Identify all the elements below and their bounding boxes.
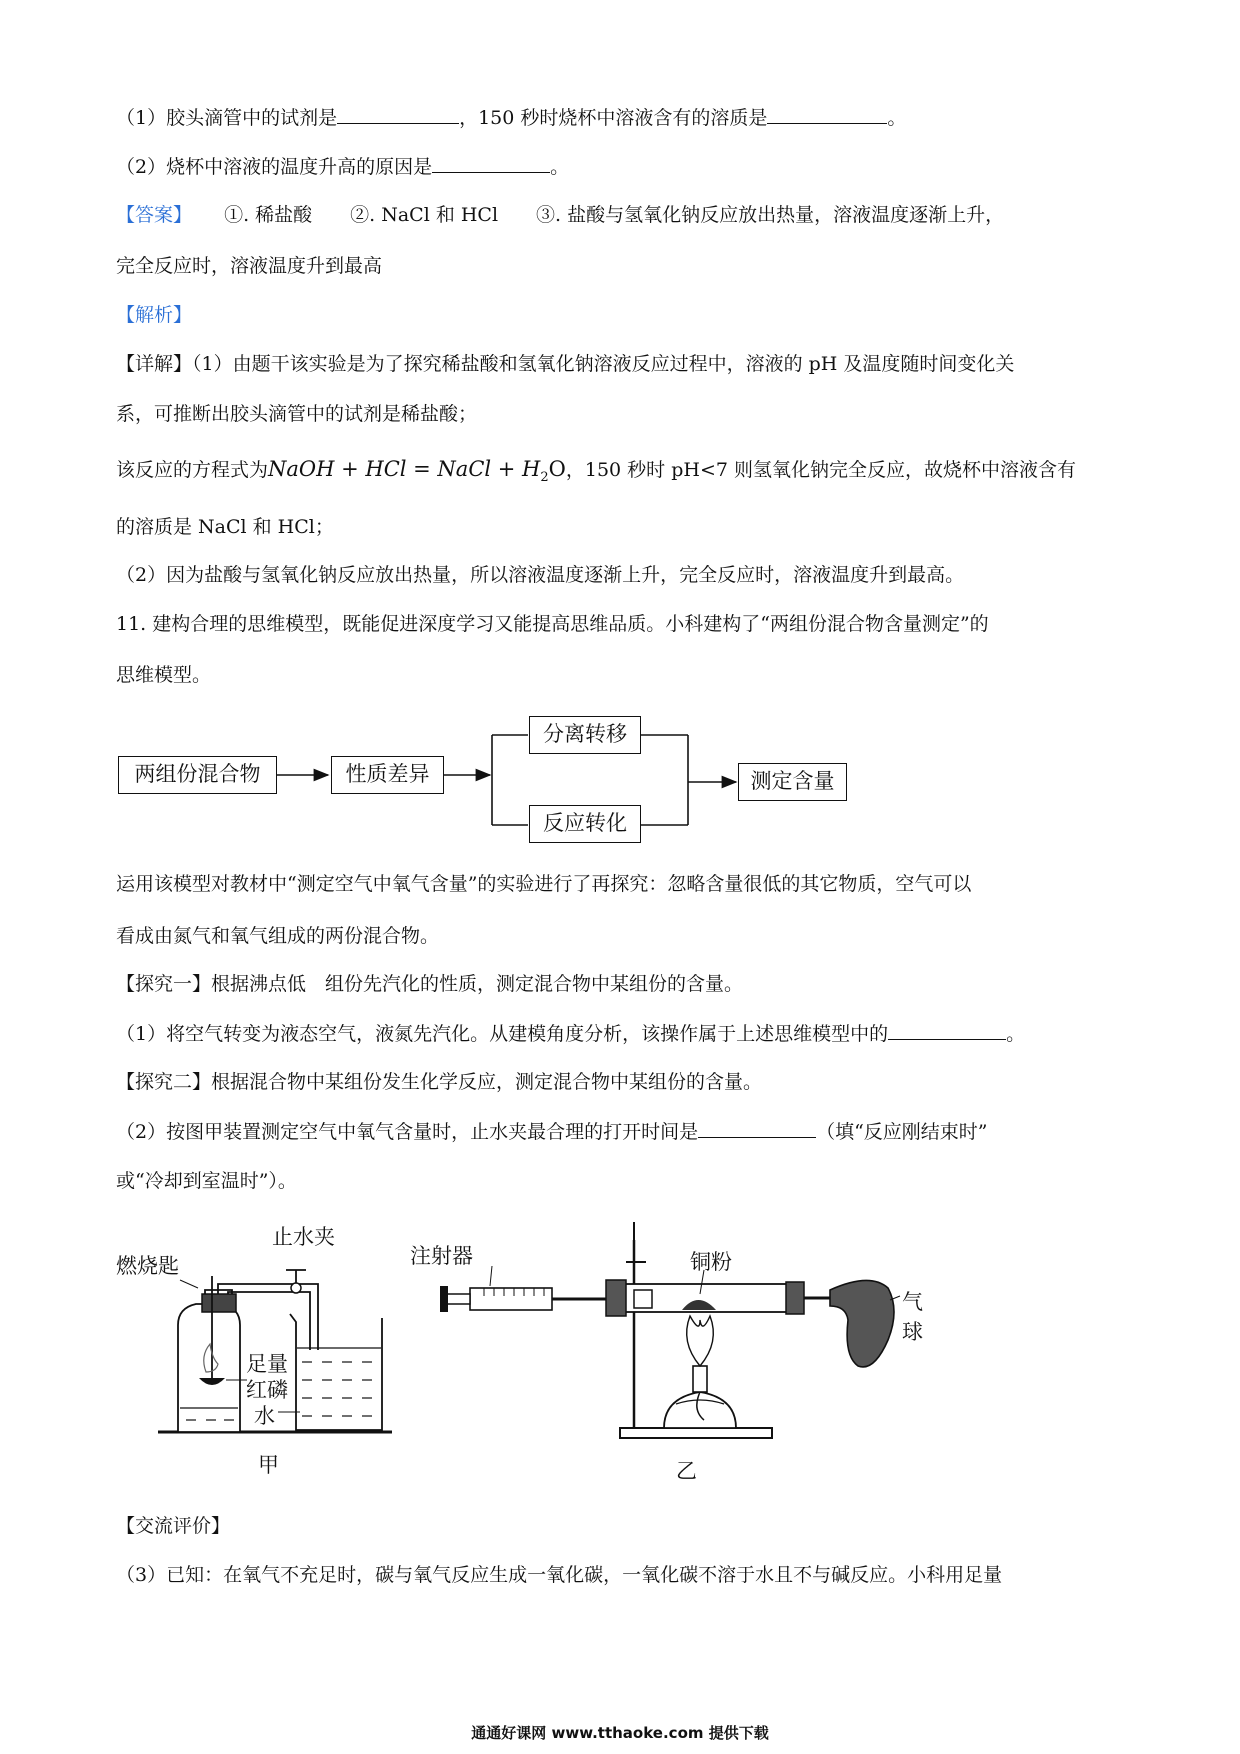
caption-yi: 乙	[676, 1459, 697, 1483]
answer-line-2: 完全反应时，溶液温度升到最高	[116, 255, 383, 277]
q10-sub1-text: （1）胶头滴管中的试剂是	[116, 107, 338, 129]
q11-sub1-text: （1）将空气转变为液态空气，液氮先汽化。从建模角度分析，该操作属于上述思维模型中的	[116, 1023, 889, 1045]
page-footer: 通通好课网 www.tthaoke.com 提供下载	[471, 1724, 769, 1742]
label-spoon: 燃烧匙	[116, 1254, 179, 1278]
label-water: 水	[254, 1404, 275, 1428]
q11-sub2-line2: 或“冷却到室温时”）。	[116, 1170, 297, 1192]
explore-one: 【探究一】根据沸点低 组份先汽化的性质，测定混合物中某组份的含量。	[116, 973, 744, 995]
analysis-tag: 【解析】	[116, 304, 193, 326]
caption-jia: 甲	[258, 1453, 279, 1477]
flow-box-separation: 分离转移	[529, 716, 641, 754]
equation-prefix: 该反应的方程式为	[116, 459, 269, 481]
flow-box-reaction: 反应转化	[529, 805, 641, 843]
label-enough: 足量	[246, 1352, 288, 1376]
discuss-heading: 【交流评价】	[116, 1515, 231, 1537]
flow-box-measure: 测定含量	[738, 763, 847, 801]
detail-line-4: 的溶质是 NaCl 和 HCl；	[116, 516, 334, 538]
flow-box-mixture: 两组份混合物	[118, 756, 277, 794]
q11-stem-1: 11. 建构合理的思维模型，既能促进深度学习又能提高思维品质。小科建构了“两组份混合物含量测定”的	[116, 613, 989, 635]
q11-sub2-text: （2）按图甲装置测定空气中氧气含量时，止水夹最合理的打开时间是	[116, 1121, 699, 1143]
label-copper: 铜粉	[690, 1250, 732, 1274]
q11-stem-2: 思维模型。	[116, 664, 212, 686]
label-phosphorus: 红磷	[246, 1378, 288, 1402]
equation-right: O	[548, 457, 566, 481]
q11-sub3: （3）已知：在氧气不充足时，碳与氧气反应生成一氧化碳，一氧化碳不溶于水且不与碱反应。小科用足量	[116, 1564, 1003, 1586]
detail-line-2: 系，可推断出胶头滴管中的试剂是稀盐酸；	[116, 403, 478, 425]
equation-subscript: 2	[540, 470, 549, 486]
label-clamp: 止水夹	[272, 1225, 335, 1249]
q11-sub2-hint: （填“反应刚结束时”	[816, 1121, 988, 1143]
equation-suffix: ，150 秒时 pH<7 则氢氧化钠完全反应，故烧杯中溶液含有	[565, 459, 1077, 481]
q10-sub1-text-2: ，150 秒时烧杯中溶液含有的溶质是	[459, 107, 768, 129]
explore-two: 【探究二】根据混合物中某组份发生化学反应，测定混合物中某组份的含量。	[116, 1071, 763, 1093]
label-balloon-2: 球	[902, 1320, 923, 1344]
answer-text: ①. 稀盐酸 ②. NaCl 和 HCl ③. 盐酸与氢氧化钠反应放出热量，溶液温度逐渐上升，	[224, 204, 1005, 226]
flow-box-difference: 性质差异	[331, 756, 444, 794]
intro-line-1: 运用该模型对教材中“测定空气中氧气含量”的实验进行了再探究：忽略含量很低的其它物质，空气可以	[116, 873, 972, 895]
detail-line-1: 【详解】（1）由题干该实验是为了探究稀盐酸和氢氧化钠溶液反应过程中，溶液的 pH 及温度随时间变化关	[116, 353, 1015, 375]
q10-sub2-end: 。	[550, 156, 570, 178]
q10-sub1-end: 。	[887, 107, 907, 129]
label-syringe: 注射器	[410, 1244, 473, 1268]
equation-left: NaOH + HCl = NaCl + H	[268, 457, 541, 481]
q11-sub1-end: 。	[1006, 1023, 1026, 1045]
q10-sub2-text: （2）烧杯中溶液的温度升高的原因是	[116, 156, 433, 178]
detail-line-5: （2）因为盐酸与氢氧化钠反应放出热量，所以溶液温度逐渐上升，完全反应时，溶液温度升到最高。	[116, 564, 965, 586]
answer-tag: 【答案】	[116, 204, 193, 226]
intro-line-2: 看成由氮气和氧气组成的两份混合物。	[116, 925, 440, 947]
label-balloon-1: 气	[902, 1290, 923, 1314]
